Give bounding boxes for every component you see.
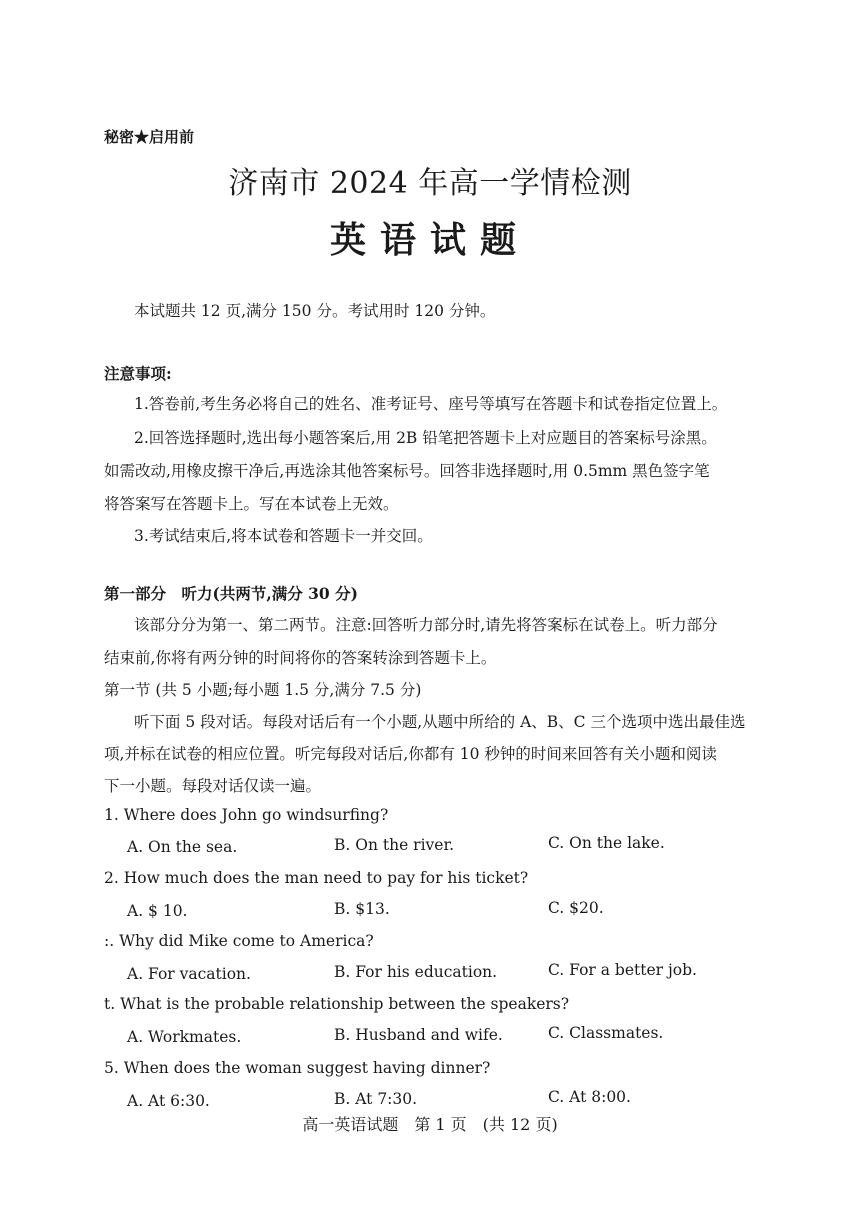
question-4-option-b: B. Husband and wife. xyxy=(334,1026,503,1044)
section1-line-3: 下一小题。每段对话仅读一遍。 xyxy=(104,777,322,795)
question-5-option-b: B. At 7:30. xyxy=(334,1090,418,1108)
question-2-option-a: A. $ 10. xyxy=(127,902,188,920)
question-3-option-a: A. For vacation. xyxy=(127,965,251,983)
question-4-option-c: C. Classmates. xyxy=(548,1024,664,1042)
question-4: t. What is the probable relationship between the speakers? xyxy=(104,995,570,1013)
question-5-option-c: C. At 8:00. xyxy=(548,1088,631,1106)
subject-title: 英语试题 xyxy=(329,219,530,261)
section1-line-2: 项,并标在试卷的相应位置。听完每段对话后,你都有 10 秒钟的时间来回答有关小题和阅读 xyxy=(104,745,717,763)
question-3-option-c: C. For a better job. xyxy=(548,961,697,979)
notice-item-1: 1.答卷前,考生务必将自己的姓名、准考证号、座号等填写在答题卡和试卷指定位置上。 xyxy=(134,395,728,413)
secret-label: 秘密★启用前 xyxy=(104,128,195,146)
question-5: 5. When does the woman suggest having dinner? xyxy=(104,1059,491,1077)
section1-line-1: 听下面 5 段对话。每段对话后有一个小题,从题中所给的 A、B、C 三个选项中选出最佳选 xyxy=(134,713,746,731)
question-2: 2. How much does the man need to pay for his ticket? xyxy=(104,869,529,887)
section1-heading: 第一节 (共 5 小题;每小题 1.5 分,满分 7.5 分) xyxy=(104,681,422,699)
intro-text: 本试题共 12 页,满分 150 分。考试用时 120 分钟。 xyxy=(134,302,496,320)
notice-item-2-line-1: 2.回答选择题时,选出每小题答案后,用 2B 铅笔把答题卡上对应题目的答案标号涂黑。 xyxy=(134,429,717,447)
question-1-option-b: B. On the river. xyxy=(334,836,455,854)
part1-desc-line-2: 结束前,你将有两分钟的时间将你的答案转涂到答题卡上。 xyxy=(104,649,497,667)
part1-desc-line-1: 该部分分为第一、第二两节。注意:回答听力部分时,请先将答案标在试卷上。听力部分 xyxy=(134,616,718,634)
exam-title: 济南市 2024 年高一学情检测 xyxy=(228,166,632,201)
question-5-option-a: A. At 6:30. xyxy=(127,1092,210,1110)
notice-heading: 注意事项: xyxy=(104,364,172,383)
question-2-option-b: B. $13. xyxy=(334,900,390,918)
notice-item-3: 3.考试结束后,将本试卷和答题卡一并交回。 xyxy=(134,527,433,545)
question-1-option-c: C. On the lake. xyxy=(548,834,665,852)
question-3: :. Why did Mike come to America? xyxy=(104,932,374,950)
notice-item-2-line-3: 将答案写在答题卡上。写在本试卷上无效。 xyxy=(104,495,399,513)
question-2-option-c: C. $20. xyxy=(548,899,604,917)
question-3-option-b: B. For his education. xyxy=(334,963,498,981)
question-4-option-a: A. Workmates. xyxy=(127,1028,242,1046)
page-footer: 高一英语试题 第 1 页 (共 12 页) xyxy=(302,1115,558,1134)
part1-heading: 第一部分 听力(共两节,满分 30 分) xyxy=(104,584,358,603)
question-1-option-a: A. On the sea. xyxy=(127,838,238,856)
notice-item-2-line-2: 如需改动,用橡皮擦干净后,再选涂其他答案标号。回答非选择题时,用 0.5mm 黑色签字笔 xyxy=(104,462,710,480)
question-1: 1. Where does John go windsurfing? xyxy=(104,806,389,824)
